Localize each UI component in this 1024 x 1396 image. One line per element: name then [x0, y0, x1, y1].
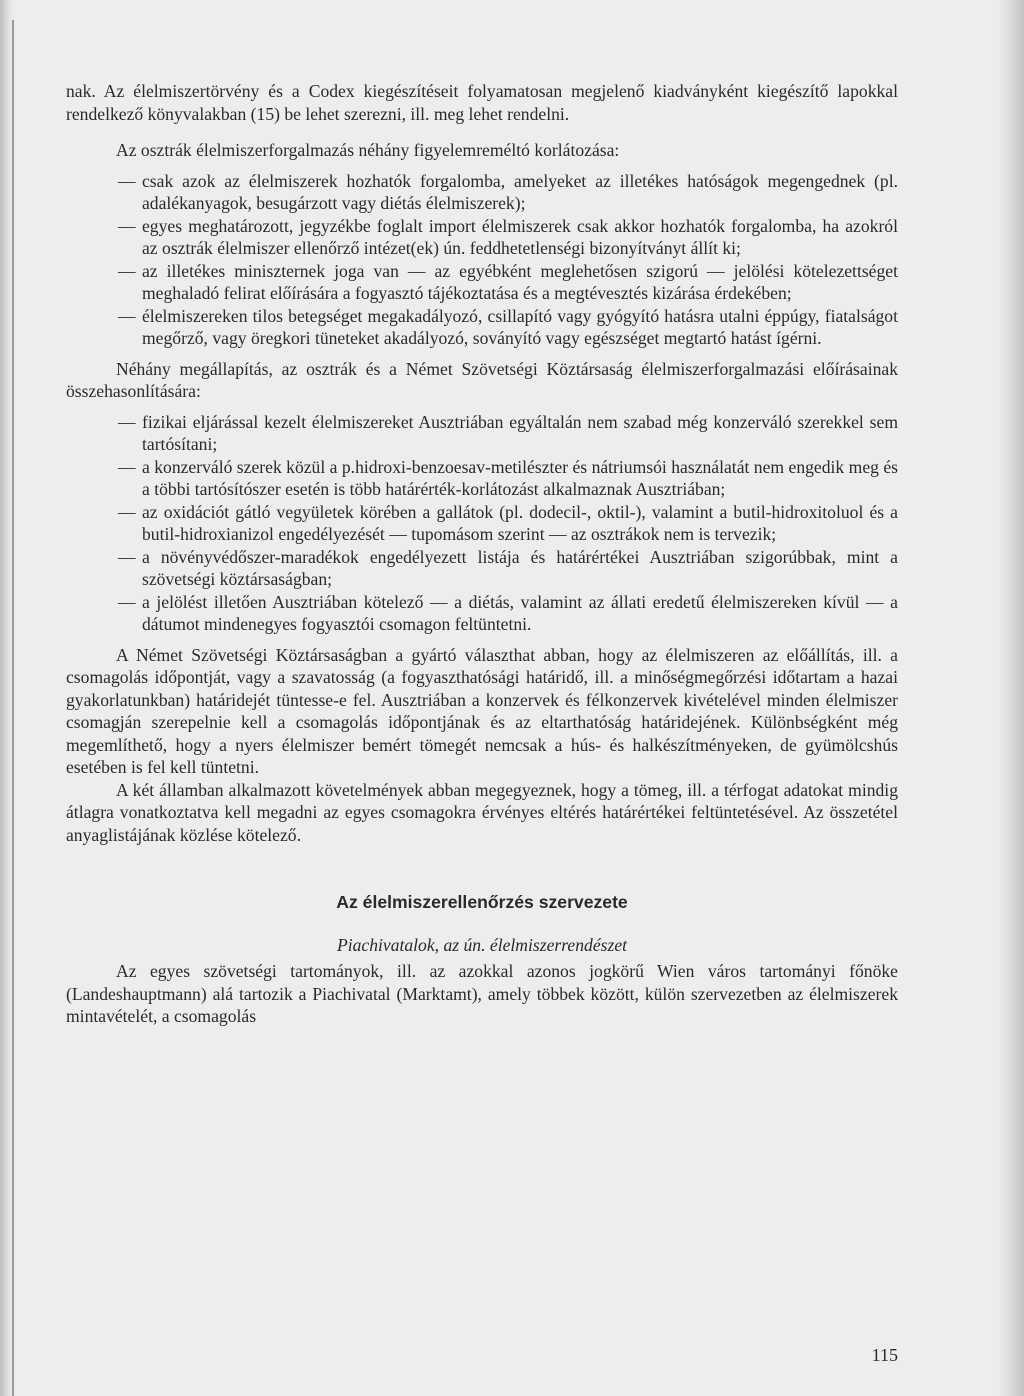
- section-heading: Az élelmiszerellenőrzés szervezete: [336, 892, 628, 912]
- page-number: 115: [871, 1345, 898, 1365]
- list-item: — fizikai eljárással kezelt élelmiszereket Ausztriában egyáltalán nem szabad még konzerváló szerekkel sem tartósítani;: [66, 411, 898, 456]
- list-item: — a konzerváló szerek közül a p.hidroxi-benzoesav-metilészter és nátriumsói használatát nem engedik meg és a többi tartósítószer esetén is több határérték-korlátozást alkalmaznak Ausztriában;: [66, 456, 898, 501]
- paragraph-continuation: nak. Az élelmiszertörvény és a Codex kiegészítéseit folyamatosan megjelenő kiadványként kiegészítő lapokkal rendelkező könyvalakban (15) be lehet szerezni, ill. meg lehet rendelni.: [66, 81, 898, 124]
- list-item: — az illetékes miniszternek joga van — az egyébként meglehetősen szigorú — jelölési kötelezettséget meghaladó felirat előírására a fogyasztó tájékoztatása és a megtévesztés kizárása érdekében;: [66, 260, 898, 305]
- list-item: — csak azok az élelmiszerek hozhatók forgalomba, amelyeket az illetékes hatóságok megengednek (pl. adalékanyagok, besugárzott vagy diétás élelmiszerek);: [66, 170, 898, 215]
- paragraph-german-labeling: A Német Szövetségi Köztársaságban a gyártó választhat abban, hogy az élelmiszeren az előállítás, ill. a csomagolás időpontját, vagy a szavatosság (a fogyaszthatósági határidő, ill. a minőségmegőrzési időtartam a hazai gyakorlatunkban) határidejét tüntesse-e fel. Ausztriában a konzervek és félkonzervek kivételével minden élelmiszer csomagján szerepelnie kell a csomagolás időpontjának és az eltarthatóság határidejének. Különbségként még megemlíthető, hogy a nyers élelmiszer bemért tömegét nemcsak a hús- és halkészítményeken, de gyümölcshús esetében is fel kell tüntetni.: [66, 644, 898, 777]
- page-body: [66, 80, 898, 1028]
- list-item: — a jelölést illetően Ausztriában kötelező — a diétás, valamint az állati eredetű élelmiszereken kívül — a dátumot mindenegyes fogyasztói csomagon feltüntetni.: [66, 591, 898, 636]
- restrictions-list: [66, 170, 898, 350]
- paragraph-restrictions-intro: Az osztrák élelmiszerforgalmazás néhány figyelemreméltó korlátozása:: [116, 140, 620, 160]
- subsection-heading: Piachivatalok, az ún. élelmiszerrendészet: [336, 934, 628, 955]
- list-item: — az oxidációt gátló vegyületek körében a gallátok (pl. dodecil-, oktil-), valamint a butil-hidroxitoluol és a butil-hidroxianizol engedélyezését — tupomásom szerint — az osztrákok nem is tervezik;: [66, 501, 898, 546]
- list-item: — élelmiszereken tilos betegséget megakadályozó, csillapító vagy gyógyító hatásra utalni éppúgy, fiatalságot megőrző, vagy öregkori tüneteket akadályozó, soványító vagy egészséget megtartó hatást ígérni.: [66, 305, 898, 350]
- book-spine-line: [12, 20, 14, 1396]
- list-item: — a növényvédőszer-maradékok engedélyezett listája és határértékei Ausztriában szigorúbbak, mint a szövetségi köztársaságban;: [66, 546, 898, 591]
- page-right-edge-shadow: [998, 0, 1024, 1396]
- paragraph-comparison-intro: Néhány megállapítás, az osztrák és a Német Szövetségi Köztársaság élelmiszerforgalmazási előírásainak összehasonlítására:: [66, 358, 898, 401]
- list-item: — egyes meghatározott, jegyzékbe foglalt import élelmiszerek csak akkor hozhatók forgalomba, ha azokról az osztrák élelmiszer ellenőrző intézet(ek) ún. feddhetetlenségi bizonyítványt állít ki;: [66, 215, 898, 260]
- paragraph-market-office: Az egyes szövetségi tartományok, ill. az azokkal azonos jogkörű Wien város tartományi főnöke (Landeshauptmann) alá tartozik a Piachivatal (Marktamt), amely többek között, külön szervezetben az élelmiszerek mintavételét, a csomagolás: [66, 961, 898, 1026]
- paragraph-common-requirements: A két államban alkalmazott követelmények abban megegyeznek, hogy a tömeg, ill. a térfogat adatokat mindig átlagra vonatkoztatva kell megadni az egyes csomagokra érvényes eltérés határértékei feltüntetésével. Az összetétel anyaglistájának közlése kötelező.: [66, 779, 898, 845]
- comparison-list: [66, 411, 898, 636]
